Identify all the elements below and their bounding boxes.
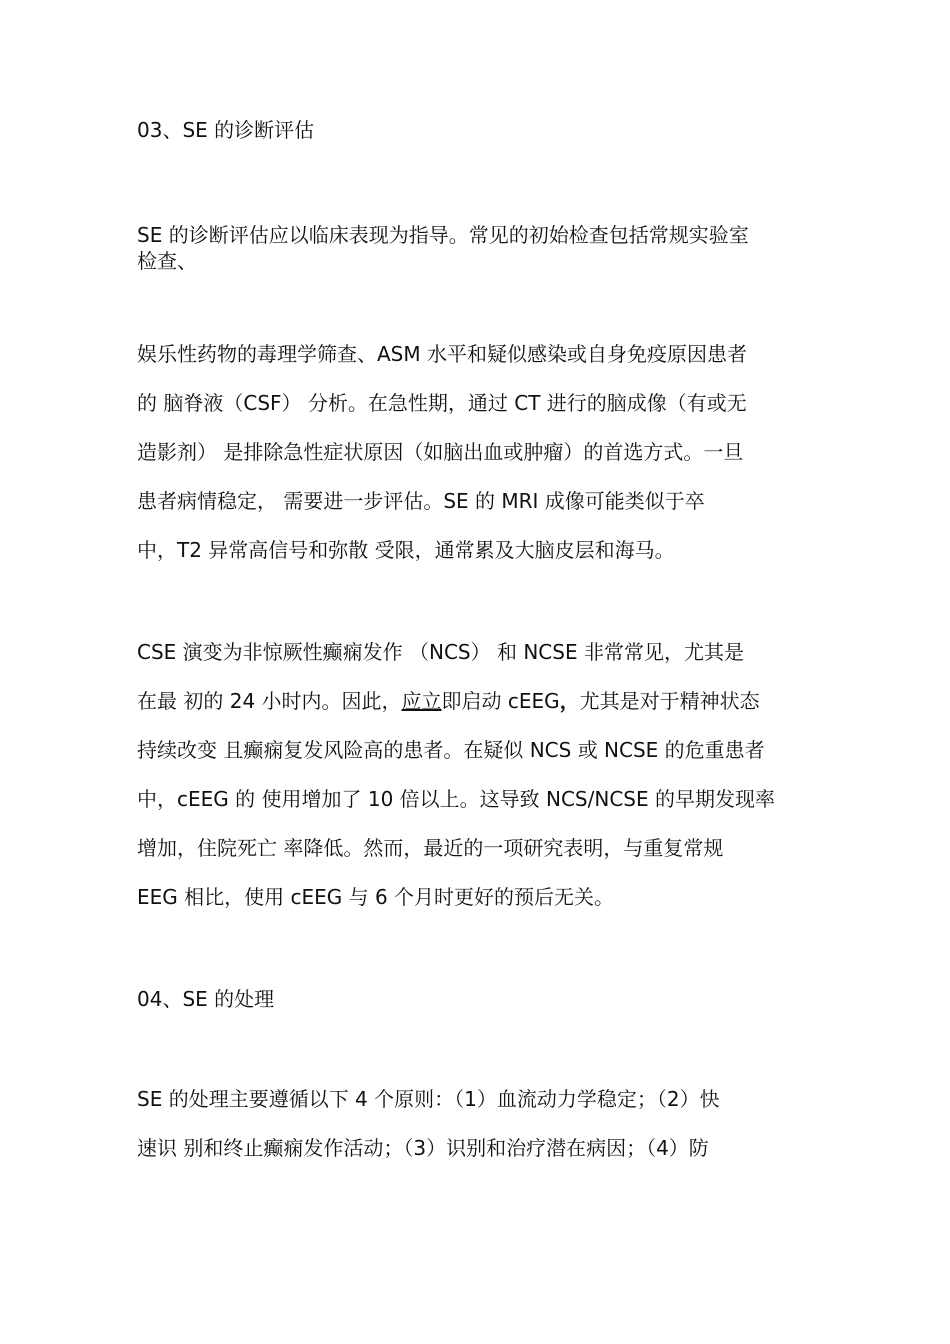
section-heading-04: 04、SE 的处理 [137, 987, 275, 1011]
ceeg-paragraph [137, 628, 837, 922]
paragraph-line: 中，cEEG 的 使用增加了 10 倍以上。这导致 NCS/NCSE 的早期发现率 [137, 787, 775, 811]
paragraph-line: EEG 相比，使用 cEEG 与 6 个月时更好的预后无关。 [137, 885, 615, 909]
paragraph-line: 娱乐性药物的毒理学筛查、ASM 水平和疑似感染或自身免疫原因患者 [137, 342, 747, 366]
intro-paragraph [137, 222, 837, 274]
paragraph-line: 增加，住院死亡 率降低。然而，最近的一项研究表明，与重复常规 [137, 836, 724, 860]
paragraph-line: 持续改变 且癫痫复发风险高的患者。在疑似 NCS 或 NCSE 的危重患者 [137, 738, 765, 762]
paragraph-line: SE 的处理主要遵循以下 4 个原则：（1）血流动力学稳定；（2）快 [137, 1087, 720, 1111]
section-heading-03: 03、SE 的诊断评估 [137, 118, 315, 142]
paragraph-line: 造影剂） 是排除急性症状原因（如脑出血或肿瘤）的首选方式。一旦 [137, 440, 744, 464]
bold-comma: ， [559, 689, 580, 713]
diagnosis-paragraph [137, 330, 837, 575]
paragraph-line: 检查、 [137, 249, 197, 273]
paragraph-line: 中，T2 异常高信号和弥散 受限，通常累及大脑皮层和海马。 [137, 538, 675, 562]
paragraph-line: SE 的诊断评估应以临床表现为指导。常见的初始检查包括常规实验室 [137, 223, 749, 247]
underlined-text: 应立 [401, 689, 442, 713]
paragraph-line [137, 677, 837, 726]
line-text: 即启动 cEEG [441, 689, 560, 713]
line-text: 在最 初的 24 小时内。因此， [137, 689, 402, 713]
paragraph-line: 速识 别和终止癫痫发作活动；（3）识别和治疗潜在病因；（4）防 [137, 1136, 709, 1160]
treatment-paragraph [137, 1075, 837, 1173]
paragraph-line: 的 脑脊液（CSF） 分析。在急性期，通过 CT 进行的脑成像（有或无 [137, 391, 747, 415]
paragraph-line: CSE 演变为非惊厥性癫痫发作 （NCS） 和 NCSE 非常常见，尤其是 [137, 640, 744, 664]
paragraph-line: 患者病情稳定， 需要进一步评估。SE 的 MRI 成像可能类似于卒 [137, 489, 705, 513]
line-text: 尤其是对于精神状态 [579, 689, 760, 713]
